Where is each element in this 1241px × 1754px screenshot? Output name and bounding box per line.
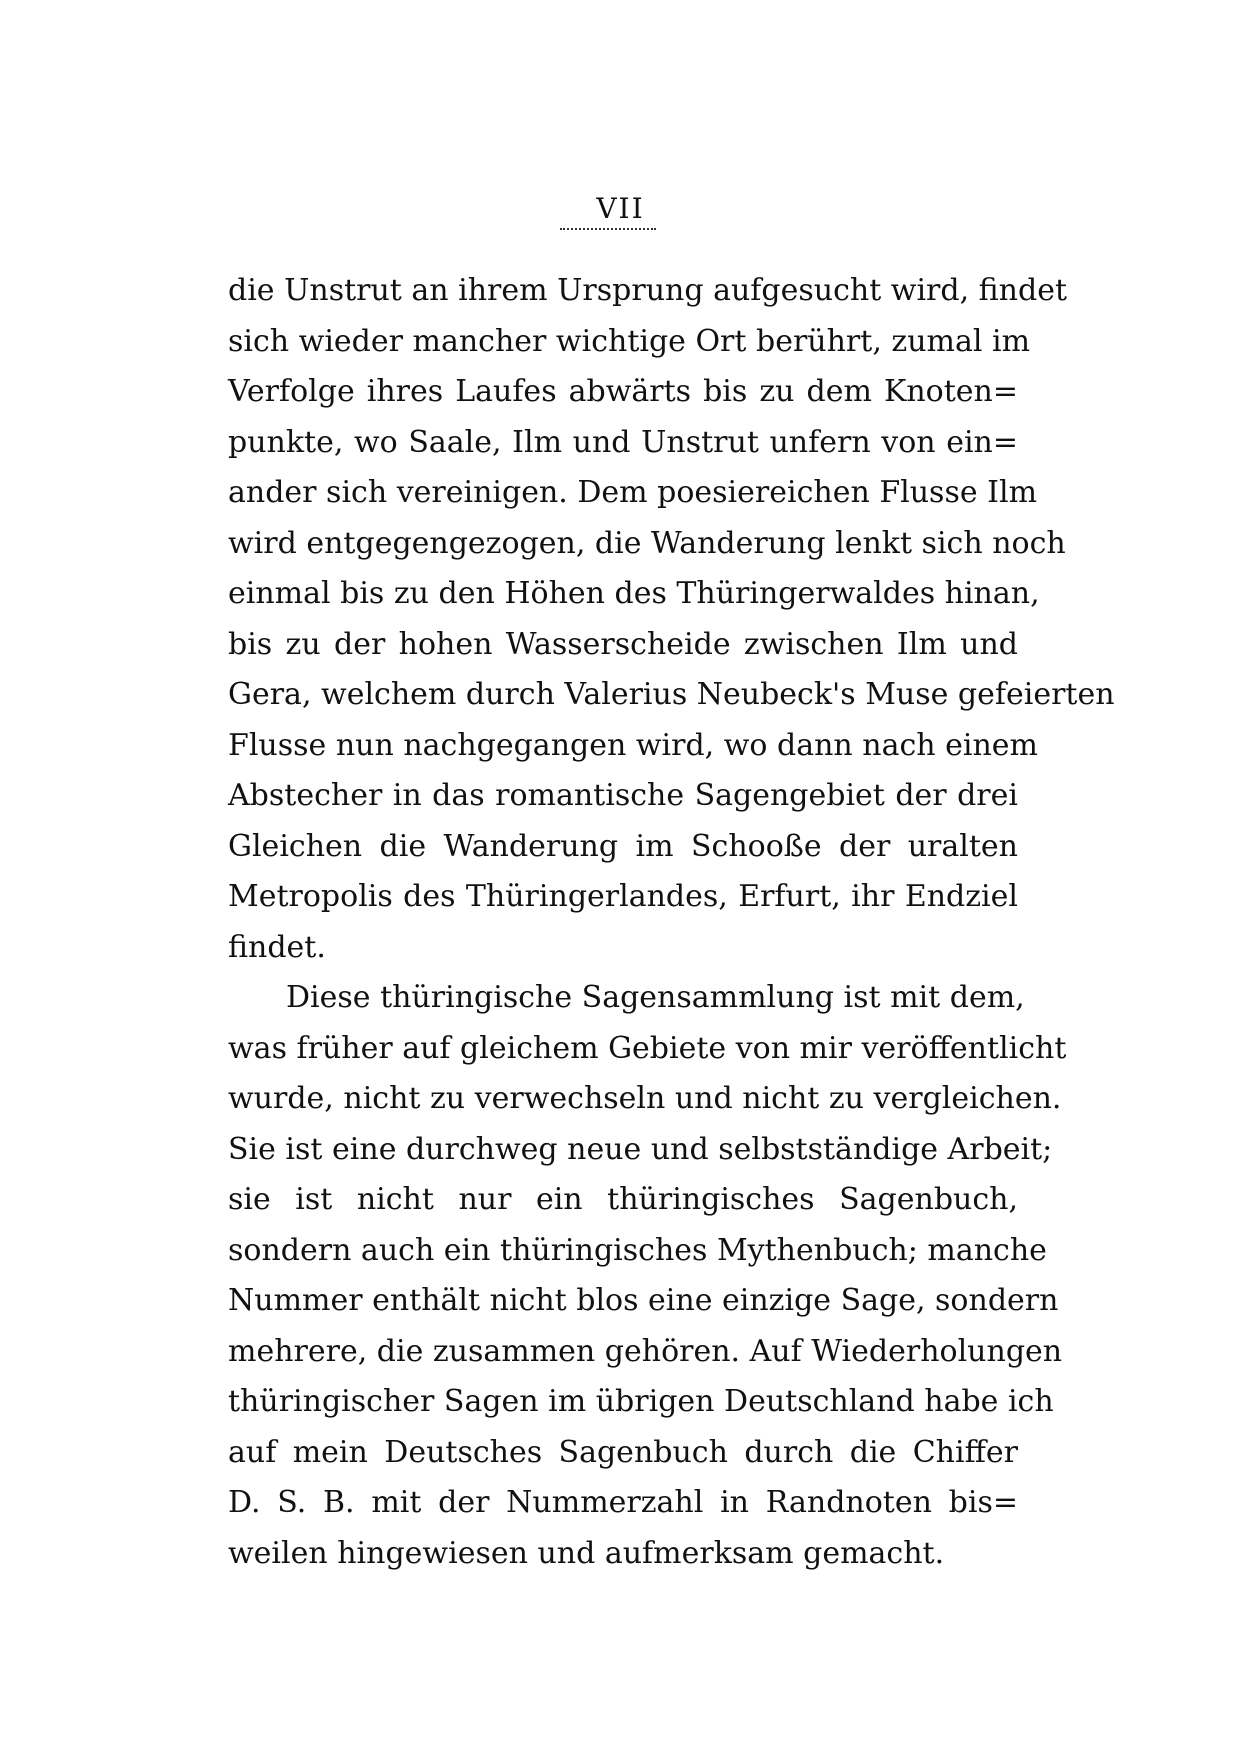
- text-line: sie ist nicht nur ein thüringisches Sagenbuch,: [228, 1182, 1018, 1217]
- text-line: Gera, welchem durch Valerius Neubeck's Muse gefeierten: [228, 677, 1115, 712]
- text-line: Verfolge ihres Laufes abwärts bis zu dem Knoten=: [228, 374, 1018, 409]
- text-line: D. S. B. mit der Nummerzahl in Randnoten bis=: [228, 1485, 1018, 1520]
- paragraph-2: [228, 973, 1067, 1579]
- text-line: einmal bis zu den Höhen des Thüringerwaldes hinan,: [228, 576, 1040, 611]
- text-line: Flusse nun nachgegangen wird, wo dann nach einem: [228, 727, 1038, 763]
- text-line: bis zu der hohen Wasserscheide zwischen Ilm und: [228, 626, 1018, 662]
- text-line: thüringischer Sagen im übrigen Deutschland habe ich: [228, 1384, 1054, 1419]
- text-line: auf mein Deutsches Sagenbuch durch die Chiffer: [228, 1434, 1018, 1470]
- paragraph-1: [228, 266, 1115, 973]
- text-line: Diese thüringische Sagensammlung ist mit dem,: [286, 980, 1025, 1015]
- text-line: Gleichen die Wanderung im Schooße der uralten: [228, 828, 1018, 864]
- text-line: weilen hingewiesen und aufmerksam gemacht.: [228, 1535, 945, 1571]
- text-line: die Unstrut an ihrem Ursprung aufgesucht wird, findet: [228, 273, 1068, 308]
- text-line: Nummer enthält nicht blos eine einzige Sage, sondern: [228, 1283, 1059, 1318]
- page-number: VII: [596, 192, 645, 225]
- header-divider: [560, 228, 656, 230]
- text-line: wird entgegengezogen, die Wanderung lenkt sich noch: [228, 525, 1066, 561]
- text-line: was früher auf gleichem Gebiete von mir veröffentlicht: [228, 1030, 1067, 1066]
- text-line: ander sich vereinigen. Dem poesiereichen Flusse Ilm: [228, 475, 1038, 510]
- text-line: sich wieder mancher wichtige Ort berührt, zumal im: [228, 323, 1031, 359]
- text-line: mehrere, die zusammen gehören. Auf Wiederholungen: [228, 1333, 1063, 1369]
- text-line: Metropolis des Thüringerlandes, Erfurt, ihr Endziel: [228, 879, 1018, 914]
- text-line: wurde, nicht zu verwechseln und nicht zu vergleichen.: [228, 1081, 1062, 1116]
- text-line: sondern auch ein thüringisches Mythenbuch; manche: [228, 1232, 1047, 1268]
- text-line: Abstecher in das romantische Sagengebiet der drei: [228, 778, 1018, 813]
- text-line: Sie ist eine durchweg neue und selbstständige Arbeit;: [228, 1131, 1053, 1167]
- text-line: findet.: [228, 929, 326, 965]
- body-text: [228, 266, 1115, 1579]
- text-line: punkte, wo Saale, Ilm und Unstrut unfern von ein=: [228, 424, 1018, 460]
